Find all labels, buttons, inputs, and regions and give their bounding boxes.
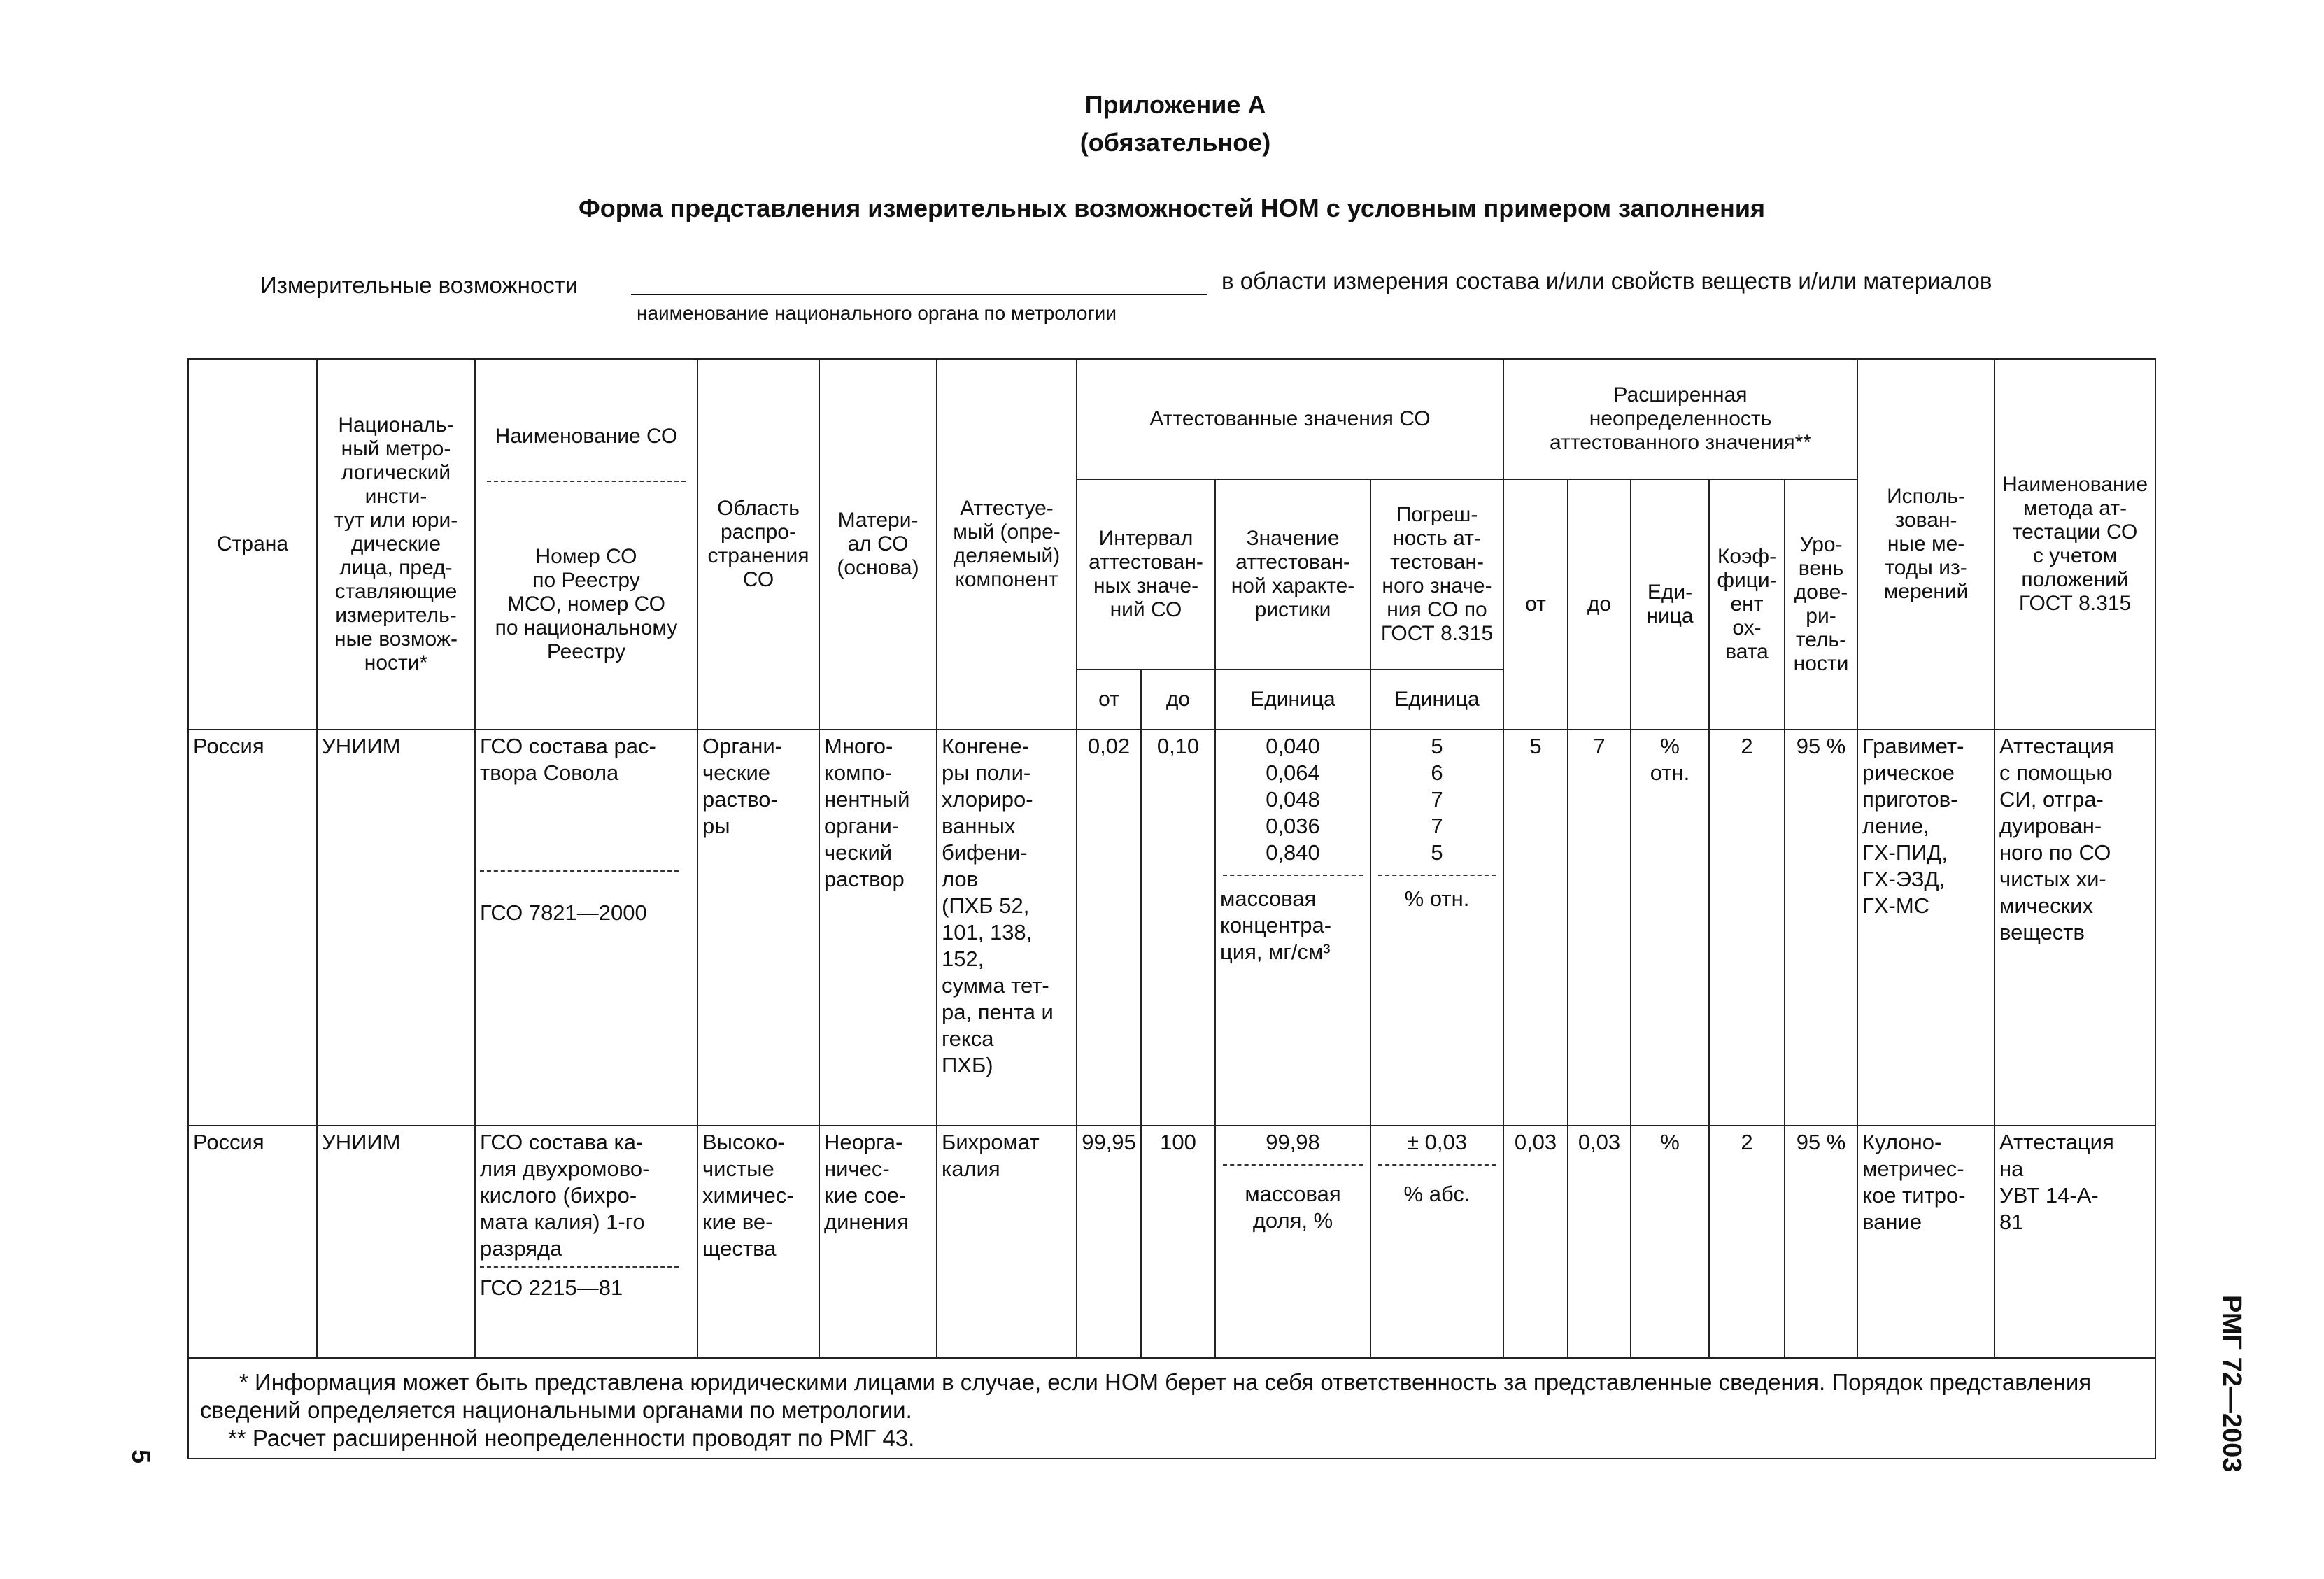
cell-confidence-text: 95 %	[1796, 734, 1846, 758]
cell-separator	[1378, 875, 1496, 876]
header-value-char	[1215, 479, 1370, 670]
header-u-unit-text: Еди- ница	[1646, 581, 1694, 628]
cell-material	[819, 1126, 937, 1358]
header-scope-text: Область распро- странения СО	[707, 497, 809, 591]
cell-methods-text: Кулоно- метричес- кое титро- вание	[1862, 1130, 1966, 1234]
header-error-text: Погреш- ность ат- тестован- ного значе- ния СО по ГОСТ 8.315	[1380, 503, 1494, 645]
header-institute	[317, 359, 475, 730]
appendix-subtitle: (обязательное)	[1079, 128, 1271, 157]
header-certified-values	[1077, 359, 1503, 479]
footnote-1: * Информация может быть представлена юридическими лицами в случае, если НОМ берет на себя ответственность за представленные сведения. Порядок представления сведений определяется национальными органами по метрологии.	[200, 1369, 2092, 1423]
cell-u-to-text: 7	[1593, 734, 1606, 758]
header-country	[188, 359, 317, 730]
cell-scope-text: Органи- ческие раство- ры	[702, 734, 782, 838]
cell-attestation	[1994, 730, 2155, 1126]
header-u-to	[1568, 479, 1631, 730]
cell-methods	[1857, 1126, 1994, 1358]
cell-to	[1141, 730, 1215, 1126]
header-from	[1077, 670, 1141, 730]
cell-scope	[697, 730, 819, 1126]
header-uncertainty	[1503, 359, 1857, 479]
header-confidence-text: Уро- вень дове- ри- тель- ности	[1793, 533, 1849, 675]
header-interval	[1077, 479, 1215, 670]
cell-from-text: 99,95	[1082, 1130, 1136, 1154]
header-methods	[1857, 359, 1994, 730]
header-to-text: до	[1165, 688, 1191, 711]
cell-confidence	[1785, 1126, 1857, 1358]
cell-coverage-text: 2	[1741, 1130, 1753, 1154]
cell-separator	[480, 1266, 679, 1268]
table-row	[188, 1126, 2155, 1358]
cell-so-number: ГСО 7821—2000	[480, 900, 647, 925]
cell-attestation	[1994, 1126, 2155, 1358]
header-coverage-text: Коэф- фици- ент ох- вата	[1717, 545, 1777, 663]
header-u-to-text: до	[1587, 593, 1612, 616]
cell-coverage-text: 2	[1741, 734, 1753, 758]
header-attestation-text: Наименование метода ат- тестации СО с учетом положений ГОСТ 8.315	[2002, 473, 2148, 615]
cell-coverage	[1709, 1126, 1785, 1358]
cell-value-unit: массовая концентра- ция, мг/см³	[1220, 886, 1332, 964]
footnote-row	[188, 1358, 2155, 1459]
cell-u-from-text: 5	[1529, 734, 1542, 758]
header-to	[1141, 670, 1215, 730]
cell-to	[1141, 1126, 1215, 1358]
cell-confidence-text: 95 %	[1796, 1130, 1846, 1154]
cell-institute-text: УНИИМ	[322, 734, 401, 758]
page-number: 5	[127, 1449, 155, 1464]
header-component-text: Аттестуе- мый (опре- деляемый) компонент	[953, 497, 1061, 591]
cell-country	[188, 730, 317, 1126]
cell-u-to-text: 0,03	[1578, 1130, 1621, 1154]
cell-material-text: Много- компо- нентный органи- ческий раствор	[824, 734, 910, 891]
document-code: РМГ 72—2003	[2217, 1295, 2246, 1473]
cell-errors-list: 5 6 7 7 5	[1431, 734, 1443, 865]
cell-u-unit-text: %	[1660, 1130, 1680, 1154]
cell-so	[475, 1126, 697, 1358]
cell-error-unit: % отн.	[1404, 886, 1470, 911]
cell-institute	[317, 1126, 475, 1358]
cell-error-unit: % абс.	[1403, 1182, 1471, 1206]
cell-scope	[697, 1126, 819, 1358]
cell-u-unit-text: % отн.	[1650, 734, 1690, 785]
cell-country-text: Россия	[193, 1130, 264, 1154]
cell-u-from	[1503, 730, 1568, 1126]
header-certified-values-text: Аттестованные значения СО	[1149, 407, 1431, 430]
header-attestation	[1994, 359, 2155, 730]
cell-confidence	[1785, 730, 1857, 1126]
header-institute-text: Националь- ный метро- логический инсти- тут или юри- дические лица, пред- ставляющие измеритель- ные возмож- ности*	[334, 413, 458, 674]
cell-country	[188, 1126, 317, 1358]
header-material-text: Матери- ал СО (основа)	[837, 509, 919, 579]
cell-errors	[1370, 730, 1503, 1126]
cell-from	[1077, 730, 1141, 1126]
cell-material-text: Неорга- ничес- кие сое- динения	[824, 1130, 909, 1234]
header-scope	[697, 359, 819, 730]
cell-component	[937, 730, 1077, 1126]
cell-value-unit: массовая доля, %	[1245, 1182, 1341, 1233]
cell-institute-text: УНИИМ	[322, 1130, 401, 1154]
cell-component	[937, 1126, 1077, 1358]
cell-separator	[1378, 1164, 1496, 1166]
header-row-1	[188, 359, 2155, 479]
cell-component-text: Конгене- ры поли- хлориро- ванных бифени- лов (ПХБ 52, 101, 138, 152, сумма тет- ра, пента и гекса ПХБ)	[942, 734, 1054, 1077]
footnotes	[188, 1358, 2155, 1459]
cell-separator	[1223, 875, 1363, 876]
header-u-unit	[1631, 479, 1709, 730]
cell-errors-list: ± 0,03	[1407, 1130, 1467, 1154]
cell-u-unit	[1631, 730, 1709, 1126]
header-uncertainty-text: Расширенная неопределенность аттестованного значения**	[1550, 383, 1811, 454]
cell-separator	[1223, 1164, 1363, 1166]
cell-u-from-text: 0,03	[1514, 1130, 1557, 1154]
footnote-2: ** Расчет расширенной неопределенности проводят по РМГ 43.	[228, 1425, 915, 1451]
measurement-blank-line	[631, 294, 1207, 295]
header-from-text: от	[1098, 688, 1119, 711]
cell-material	[819, 730, 937, 1126]
header-so-number-text: Номер СО по Реестру МСО, номер СО по национальному Реестру	[495, 545, 678, 663]
header-unit2	[1370, 670, 1503, 730]
cell-u-to	[1568, 730, 1631, 1126]
cell-to-text: 100	[1160, 1130, 1196, 1154]
header-country-text: Страна	[216, 532, 289, 555]
cell-u-from	[1503, 1126, 1568, 1358]
cell-country-text: Россия	[193, 734, 264, 758]
cell-u-to	[1568, 1126, 1631, 1358]
header-u-from-text: от	[1525, 593, 1546, 616]
cell-u-unit	[1631, 1126, 1709, 1358]
measurement-label: Измерительные возможности	[260, 272, 579, 298]
header-unit2-text: Единица	[1394, 688, 1480, 711]
cell-component-text: Бихромат калия	[942, 1130, 1040, 1181]
cell-values	[1215, 730, 1370, 1126]
appendix-title: Приложение А	[1084, 90, 1266, 119]
cell-so	[475, 730, 697, 1126]
header-methods-text: Исполь- зован- ные ме- тоды из- мерений	[1883, 485, 1969, 603]
measurement-domain: в области измерения состава и/или свойств веществ и/или материалов	[1221, 268, 1992, 294]
header-unit-text: Единица	[1250, 688, 1335, 711]
cell-so-name: ГСО состава ка- лия двухромово- кислого (бихро- мата калия) 1-го разряда	[480, 1130, 650, 1261]
header-separator	[487, 481, 686, 482]
cell-institute	[317, 730, 475, 1126]
cell-values-list: 99,98	[1266, 1130, 1320, 1154]
cell-attestation-text: Аттестация с помощью СИ, отгра- дуирован- ного по СО чистых хи- мических веществ	[1999, 734, 2114, 944]
cell-coverage	[1709, 730, 1785, 1126]
header-unit	[1215, 670, 1370, 730]
header-so-name	[475, 359, 697, 730]
capabilities-table	[187, 358, 2156, 1459]
cell-from	[1077, 1126, 1141, 1358]
cell-errors	[1370, 1126, 1503, 1358]
header-so-name-text: Наименование СО	[495, 425, 678, 448]
header-error	[1370, 479, 1503, 670]
cell-attestation-text: Аттестация на УВТ 14-А- 81	[1999, 1130, 2114, 1234]
measurement-caption: наименование национального органа по метрологии	[637, 302, 1117, 324]
header-material	[819, 359, 937, 730]
cell-so-name: ГСО состава рас- твора Совола	[480, 734, 656, 785]
cell-values-list: 0,040 0,064 0,048 0,036 0,840	[1266, 734, 1320, 865]
cell-values	[1215, 1126, 1370, 1358]
cell-scope-text: Высоко- чистые химичес- кие ве- щества	[702, 1130, 794, 1261]
cell-from-text: 0,02	[1087, 734, 1131, 758]
header-confidence	[1785, 479, 1857, 730]
header-component	[937, 359, 1077, 730]
cell-so-number: ГСО 2215—81	[480, 1275, 623, 1300]
cell-methods-text: Гравимет- рическое приготов- ление, ГХ-ПИД, ГХ-ЭЗД, ГХ-МС	[1862, 734, 1964, 918]
header-interval-text: Интервал аттестован- ных значе- ний СО	[1089, 527, 1203, 621]
cell-methods	[1857, 730, 1994, 1126]
cell-separator	[480, 870, 679, 872]
header-value-char-text: Значение аттестован- ной характе- ристики	[1231, 527, 1355, 621]
form-title: Форма представления измерительных возможностей НОМ с условным примером заполнения	[579, 194, 1765, 222]
header-coverage	[1709, 479, 1785, 730]
header-u-from	[1503, 479, 1568, 730]
cell-to-text: 0,10	[1156, 734, 1200, 758]
table-row	[188, 730, 2155, 1126]
